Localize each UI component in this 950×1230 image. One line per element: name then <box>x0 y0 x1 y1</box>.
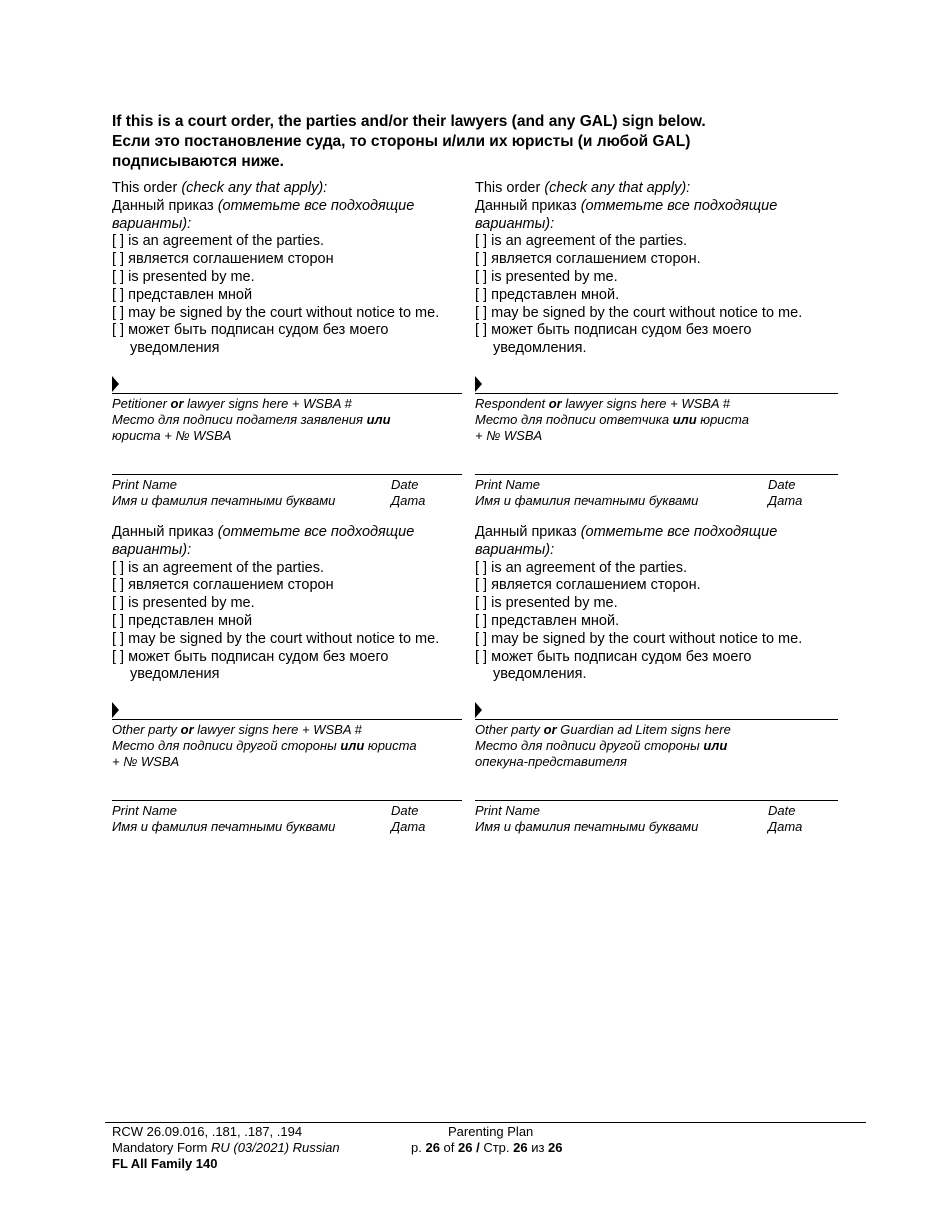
petitioner-column <box>112 180 462 850</box>
gal-signature-caption: Other party or Guardian ad Litem signs here Место для подписи другой стороны или опекуна-представителя <box>475 722 731 769</box>
page-number: p. 26 of 26 / Стр. 26 из 26 <box>411 1140 563 1155</box>
other-party-signature-caption: Other party or lawyer signs here + WSBA # Место для подписи другой стороны или юриста + № WSBA <box>112 722 417 769</box>
heading-line-ru: Если это постановление суда, то стороны и/или их юристы (и любой GAL) <box>112 133 691 150</box>
petitioner-print-name-caption: Print Name Имя и фамилия печатными буквами Date Дата <box>112 477 426 508</box>
respondent-signature-line[interactable] <box>475 393 838 394</box>
other-party-signature-line[interactable] <box>112 719 462 720</box>
other-party-print-name-line[interactable] <box>112 800 462 801</box>
checkbox-agreement[interactable]: [ ] is an agreement of the parties. <box>112 559 324 576</box>
respondent-print-name-line[interactable] <box>475 474 838 475</box>
checkbox-without-notice[interactable]: [ ] may be signed by the court without notice to me. <box>475 630 803 647</box>
signature-arrow-icon <box>112 702 119 718</box>
respondent-print-name-caption: Print Name Имя и фамилия печатными буквами Date Дата <box>475 477 803 508</box>
checkbox-agreement[interactable]: [ ] is an agreement of the parties. <box>475 559 687 576</box>
respondent-column <box>475 180 845 850</box>
footer-divider <box>105 1122 866 1123</box>
gal-print-name-line[interactable] <box>475 800 838 801</box>
footer-form-info: RCW 26.09.016, .181, .187, .194 Mandatory Form RU (03/2021) Russian FL All Family 140 <box>112 1124 340 1171</box>
signature-arrow-icon <box>475 376 482 392</box>
heading-line-en: If this is a court order, the parties and/or their lawyers (and any GAL) sign below. <box>112 113 706 130</box>
checkbox-presented[interactable]: [ ] is presented by me. <box>475 268 618 285</box>
petitioner-options: This order (check any that apply): Данный приказ (отметьте все подходящие варианты): [ ] is an agreement of the parties. [ ] является соглашением сторон [ ] is presented by me. [ ] представлен мной [ ] may be signed by the court without notice to me. [ ] может быть подписан судом без моего уведомления <box>112 180 462 358</box>
signature-arrow-icon <box>475 702 482 718</box>
petitioner-signature-caption: Petitioner or lawyer signs here + WSBA # Место для подписи подателя заявления или юриста + № WSBA <box>112 396 391 443</box>
checkbox-without-notice[interactable]: [ ] may be signed by the court without notice to me. <box>475 304 803 321</box>
footer-page-info: Parenting Plan p. 26 of 26 / Стр. 26 из 26 <box>411 1124 563 1155</box>
checkbox-without-notice[interactable]: [ ] may be signed by the court without notice to me. <box>112 304 440 321</box>
petitioner-print-name-line[interactable] <box>112 474 462 475</box>
other-party-options: Данный приказ (отметьте все подходящие варианты): [ ] is an agreement of the parties. [ ] является соглашением сторон [ ] is presented by me. [ ] представлен мной [ ] may be signed by the court without notice to me. [ ] может быть подписан судом без моего уведомления <box>112 524 462 684</box>
heading-line-ru-2: подписываются ниже. <box>112 153 284 170</box>
other-party-print-name-caption: Print Name Имя и фамилия печатными буквами Date Дата <box>112 803 426 834</box>
checkbox-presented[interactable]: [ ] is presented by me. <box>112 268 255 285</box>
respondent-signature-caption: Respondent or lawyer signs here + WSBA # Место для подписи ответчика или юриста + № WSBA <box>475 396 749 443</box>
petitioner-signature-line[interactable] <box>112 393 462 394</box>
checkbox-agreement[interactable]: [ ] is an agreement of the parties. <box>475 233 687 250</box>
checkbox-presented[interactable]: [ ] is presented by me. <box>475 595 618 612</box>
signature-instructions-heading <box>112 112 812 172</box>
checkbox-presented[interactable]: [ ] is presented by me. <box>112 595 255 612</box>
gal-print-name-caption: Print Name Имя и фамилия печатными буквами Date Дата <box>475 803 803 834</box>
checkbox-without-notice[interactable]: [ ] may be signed by the court without notice to me. <box>112 630 440 647</box>
checkbox-agreement[interactable]: [ ] is an agreement of the parties. <box>112 233 324 250</box>
respondent-options: This order (check any that apply): Данный приказ (отметьте все подходящие варианты): [ ] is an agreement of the parties. [ ] является соглашением сторон. [ ] is presented by me. [ ] представлен мной. [ ] may be signed by the court without notice to me. [ ] может быть подписан судом без моего уведомления. <box>475 180 845 358</box>
gal-options: Данный приказ (отметьте все подходящие варианты): [ ] is an agreement of the parties. [ ] является соглашением сторон. [ ] is presented by me. [ ] представлен мной. [ ] may be signed by the court without notice to me. [ ] может быть подписан судом без моего уведомления. <box>475 524 845 684</box>
gal-signature-line[interactable] <box>475 719 838 720</box>
signature-arrow-icon <box>112 376 119 392</box>
